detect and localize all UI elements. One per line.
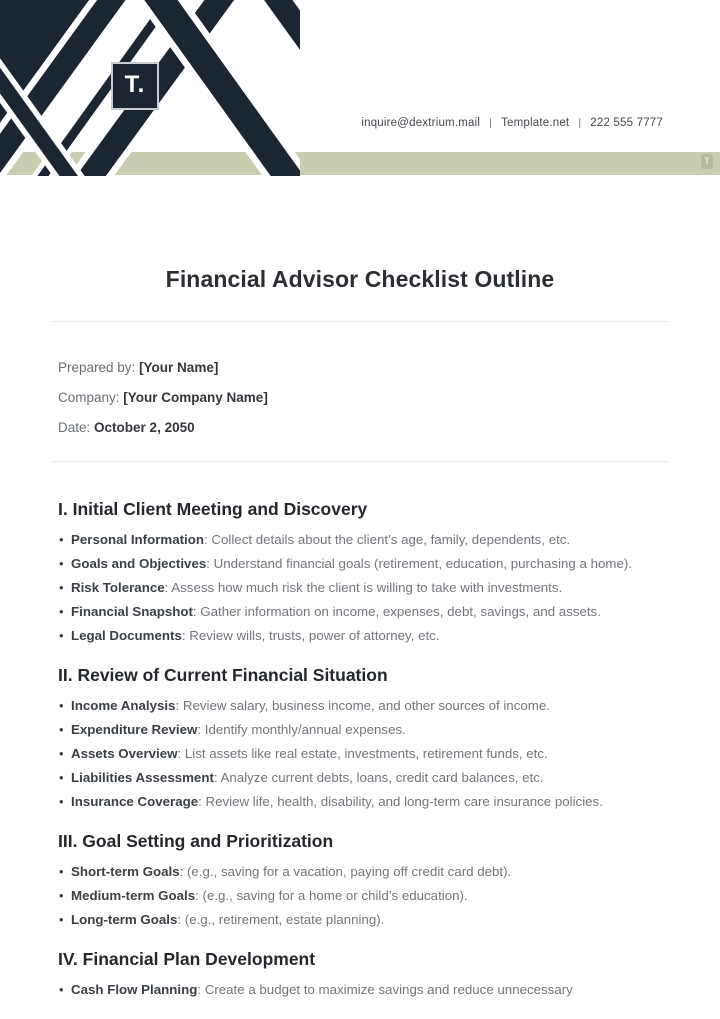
item-label: Short-term Goals [71, 864, 180, 879]
item-text: List assets like real estate, investments, retirement funds, etc. [184, 746, 548, 761]
brand-logo-text: T. [124, 71, 146, 98]
item-text: Understand financial goals (retirement, education, purchasing a home). [213, 556, 632, 571]
checklist-item: • Personal Information: Collect details about the client’s age, family, dependents, etc. [58, 528, 662, 552]
watermark-icon [701, 154, 713, 169]
letterhead [0, 0, 720, 175]
separator-pipe: | [578, 117, 582, 129]
contact-email: inquire@dextrium.mail [361, 117, 481, 129]
checklist-sections [58, 498, 662, 1002]
watermark-glyph: T [704, 156, 710, 166]
checklist-item: • Liabilities Assessment: Analyze current debts, loans, credit card balances, etc. [58, 766, 662, 790]
contact-website: Template.net [501, 117, 570, 129]
item-label: Insurance Coverage [71, 794, 199, 809]
item-text: Assess how much risk the client is willing to take with investments. [171, 580, 563, 595]
item-label: Financial Snapshot [71, 604, 193, 619]
contact-phone: 222 555 7777 [590, 117, 663, 129]
item-label: Income Analysis [71, 698, 176, 713]
item-label: Goals and Objectives [71, 556, 207, 571]
meta-row [58, 388, 662, 408]
checklist-section [58, 498, 662, 648]
checklist-item: • Medium-term Goals: (e.g., saving for a home or child’s education). [58, 884, 662, 908]
checklist-item: • Income Analysis: Review salary, business income, and other sources of income. [58, 694, 662, 718]
item-text: Create a budget to maximize savings and reduce unnecessary [204, 982, 573, 997]
brand-logo [111, 62, 159, 110]
item-label: Long-term Goals [71, 912, 178, 927]
item-label: Assets Overview [71, 746, 178, 761]
checklist-item: • Long-term Goals: (e.g., retirement, estate planning). [58, 908, 662, 932]
section-heading: II. Review of Current Financial Situation [58, 665, 388, 685]
meta-label: Date: [58, 420, 91, 435]
item-text: Analyze current debts, loans, credit card balances, etc. [220, 770, 544, 785]
document-title: Financial Advisor Checklist Outline [165, 266, 555, 292]
meta-label: Company: [58, 390, 120, 405]
checklist-item: • Short-term Goals: (e.g., saving for a vacation, paying off credit card debt). [58, 860, 662, 884]
document-body [58, 263, 662, 1002]
item-text: Review life, health, disability, and long-term care insurance policies. [205, 794, 603, 809]
item-label: Risk Tolerance [71, 580, 165, 595]
item-text: (e.g., saving for a home or child’s education). [202, 888, 468, 903]
checklist-item: • Assets Overview: List assets like real estate, investments, retirement funds, etc. [58, 742, 662, 766]
meta-row [58, 418, 662, 438]
section-heading: IV. Financial Plan Development [58, 949, 316, 969]
divider-top [52, 321, 668, 322]
meta-value: [Your Name] [139, 360, 219, 375]
contact-line [361, 117, 663, 129]
item-label: Liabilities Assessment [71, 770, 214, 785]
checklist-item: • Risk Tolerance: Assess how much risk the client is willing to take with investments. [58, 576, 662, 600]
meta-value: October 2, 2050 [94, 420, 195, 435]
section-heading: I. Initial Client Meeting and Discovery [58, 499, 368, 519]
meta-block [58, 358, 662, 438]
meta-row [58, 358, 662, 378]
item-label: Cash Flow Planning [71, 982, 198, 997]
item-label: Personal Information [71, 532, 204, 547]
checklist-item: • Expenditure Review: Identify monthly/annual expenses. [58, 718, 662, 742]
item-text: Gather information on income, expenses, debt, savings, and assets. [200, 604, 601, 619]
checklist-item: • Insurance Coverage: Review life, health, disability, and long-term care insurance policies. [58, 790, 662, 814]
checklist-item: • Goals and Objectives: Understand financial goals (retirement, education, purchasing a home). [58, 552, 662, 576]
checklist-section [58, 948, 662, 1002]
item-label: Legal Documents [71, 628, 182, 643]
section-heading: III. Goal Setting and Prioritization [58, 831, 334, 851]
checklist-item: • Cash Flow Planning: Create a budget to maximize savings and reduce unnecessary [58, 978, 662, 1002]
item-text: Identify monthly/annual expenses. [204, 722, 406, 737]
checklist-section [58, 830, 662, 932]
item-text: Review salary, business income, and other sources of income. [182, 698, 550, 713]
item-text: (e.g., saving for a vacation, paying off credit card debt). [187, 864, 512, 879]
item-text: Review wills, trusts, power of attorney, etc. [189, 628, 440, 643]
checklist-item: • Financial Snapshot: Gather information on income, expenses, debt, savings, and assets. [58, 600, 662, 624]
item-text: (e.g., retirement, estate planning). [184, 912, 385, 927]
separator-pipe: | [489, 117, 493, 129]
divider-meta [52, 461, 668, 462]
meta-value: [Your Company Name] [123, 390, 268, 405]
meta-label: Prepared by: [58, 360, 136, 375]
item-text: Collect details about the client’s age, family, dependents, etc. [211, 532, 571, 547]
item-label: Medium-term Goals [71, 888, 196, 903]
checklist-section [58, 664, 662, 814]
item-label: Expenditure Review [71, 722, 198, 737]
checklist-item: • Legal Documents: Review wills, trusts, power of attorney, etc. [58, 624, 662, 648]
